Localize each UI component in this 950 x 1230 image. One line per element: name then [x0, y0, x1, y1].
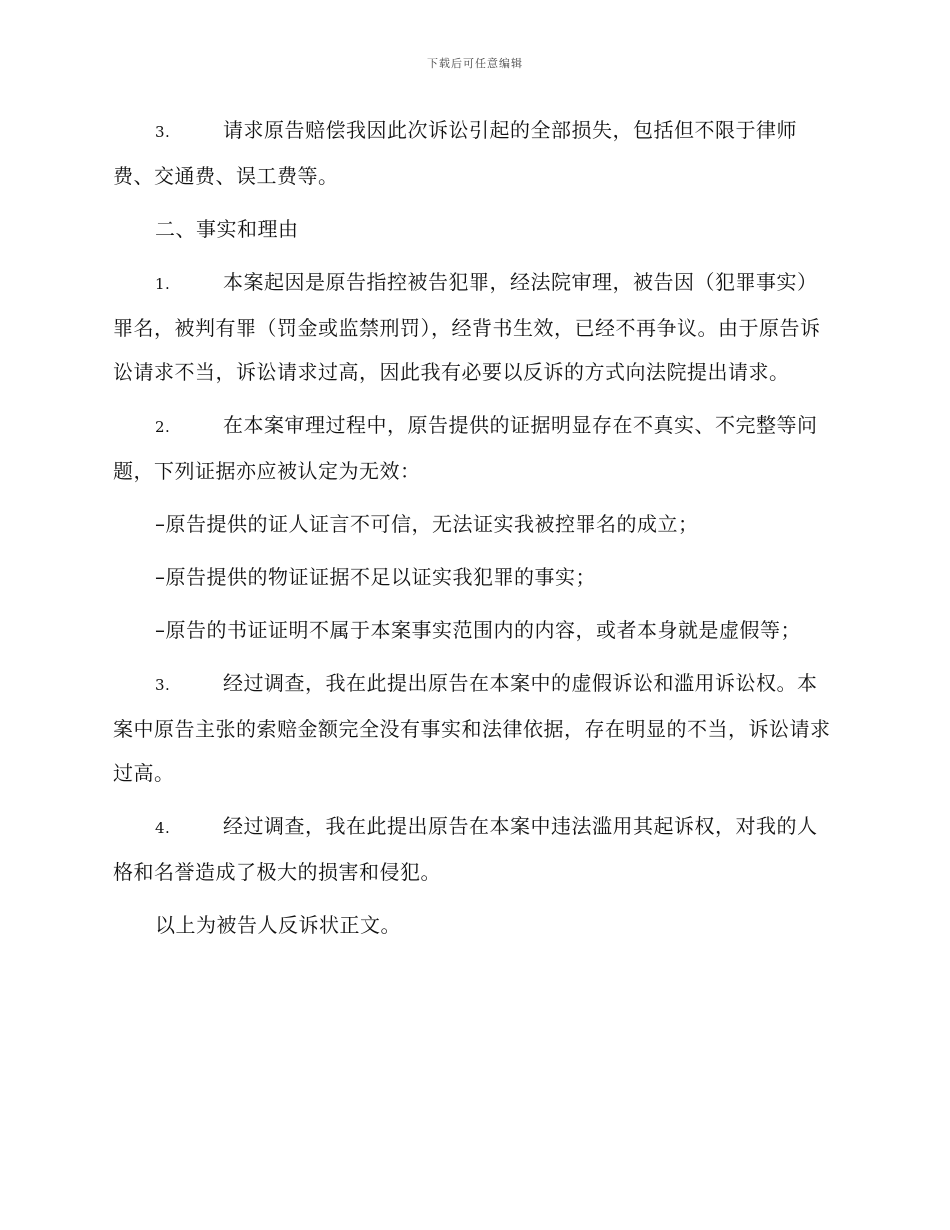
paragraph-fact-4	[113, 804, 835, 894]
paragraph-number: 2.	[155, 418, 171, 436]
paragraph-number: 1.	[155, 275, 171, 293]
evidence-item-text: –原告提供的物证证据不足以证实我犯罪的事实；	[155, 565, 596, 589]
evidence-item-text: –原告提供的证人证言不可信，无法证实我被控罪名的成立；	[155, 512, 699, 536]
paragraph-text: 经过调查，我在此提出原告在本案中的虚假诉讼和滥用诉讼权。本案中原告主张的索赔金额完全没有事实和法律依据，存在明显的不当，诉讼请求过高。	[113, 671, 831, 785]
evidence-item-witness	[113, 502, 835, 546]
evidence-item-physical	[113, 555, 835, 599]
paragraph-request-3	[113, 108, 835, 198]
paragraph-fact-1	[113, 260, 835, 394]
section-heading-facts	[113, 207, 835, 251]
paragraph-fact-3	[113, 661, 835, 795]
paragraph-text: 请求原告赔偿我因此次诉讼引起的全部损失，包括但不限于律师费、交通费、误工费等。	[113, 118, 797, 188]
section-heading-text: 二、事实和理由	[155, 217, 299, 241]
paragraph-number: 4.	[155, 819, 171, 837]
evidence-item-text: –原告的书证证明不属于本案事实范围内的内容，或者本身就是虚假等；	[155, 618, 801, 642]
paragraph-number: 3.	[155, 676, 171, 694]
paragraph-fact-2	[113, 403, 835, 493]
closing-text: 以上为被告人反诉状正文。	[155, 913, 401, 937]
paragraph-closing	[113, 903, 835, 947]
page-header-note: 下载后可任意编辑	[427, 57, 523, 70]
paragraph-text: 本案起因是原告指控被告犯罪，经法院审理，被告因（犯罪事实）罪名，被判有罪（罚金或监禁刑罚），经背书生效，已经不再争议。由于原告诉讼请求不当，诉讼请求过高，因此我有必要以反诉的方式向法院提出请求。	[113, 270, 821, 384]
paragraph-number: 3.	[155, 123, 171, 141]
evidence-item-documentary	[113, 608, 835, 652]
paragraph-text: 在本案审理过程中，原告提供的证据明显存在不真实、不完整等问题，下列证据亦应被认定为无效：	[113, 413, 818, 483]
document-body	[113, 108, 835, 956]
paragraph-text: 经过调查，我在此提出原告在本案中违法滥用其起诉权，对我的人格和名誉造成了极大的损害和侵犯。	[113, 814, 818, 884]
